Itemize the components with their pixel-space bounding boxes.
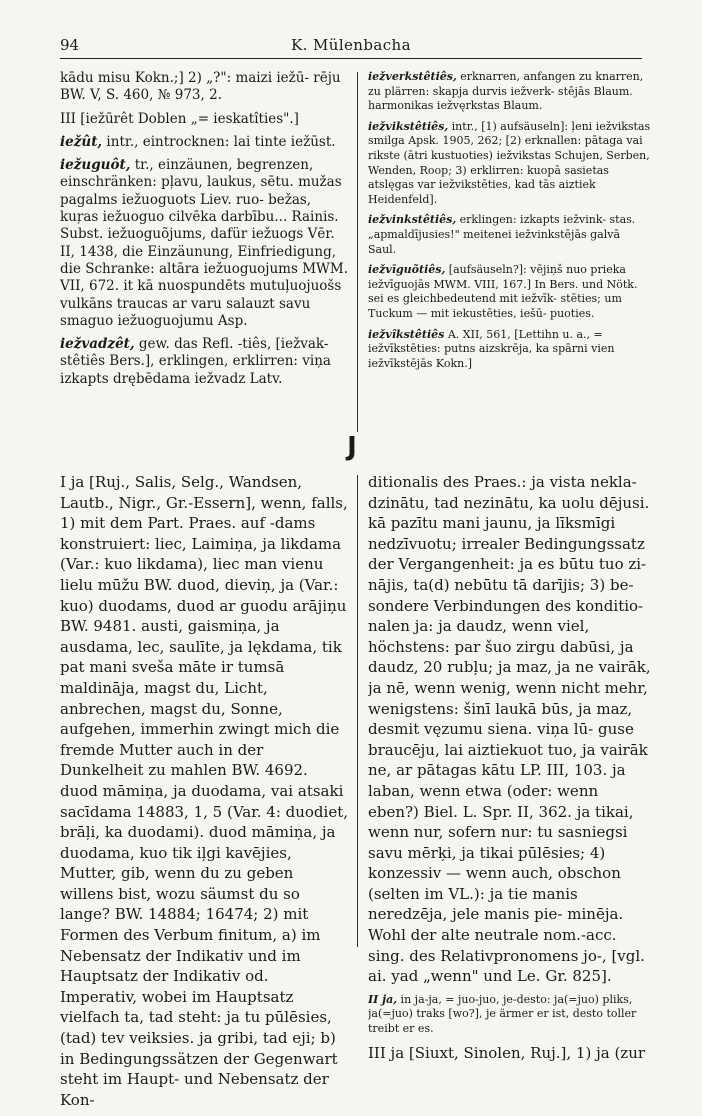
entry: [60, 336, 350, 388]
entry: [368, 1043, 651, 1064]
entry-text: III [iežūrêt Doblen „= ieskatîties".]: [60, 110, 299, 127]
entry-text: erknarren, anfangen zu knarren, zu plärren: skapja durvis iežverk- stējās Blaum. harmonikas iežvęrkstas Blaum.: [368, 70, 644, 113]
column-3: [60, 472, 350, 1116]
headword: iežvinkstêtiês,: [368, 213, 457, 227]
entry: [60, 111, 350, 128]
entry-text: I ja [Ruj., Salis, Selg., Wandsen, Lautb., Nigr., Gr.-Essern], wenn, falls, 1) mit dem Part. Praes. auf -dams konstruiert: liec, Laimiņa, ja likdama (Var.: kuo likdama), liec man vienu lielu mūžu BW. duod, dieviņ, ja (Var.: kuo) duodams, duod ar guodu arājiņu BW. 9481. austi, gaismiņa, ja ausdama, lec, saulīte, ja lękdama, tik pat mani sveša māte ir tumsā maldināja, magst du, Licht, anbrechen, magst du, Sonne, aufgehen, immerhin zwingt mich die fremde Mutter auch in der Dunkelheit zu mahlen BW. 4692. duod māmiņa, ja duodama, vai atsaki sacīdama 14883, 1, 5 (Var. 4: duodiet, brāļi, ka duodami). duod māmiņa, ja duodama, kuo tik iļgi kavējies, Mutter, gib, wenn du zu geben willens bist, wozu säumst du so lange? BW. 14884; 16474; 2) mit Formen des Verbum finitum, a) im Nebensatz der Indikativ und im Hauptsatz der Indikativ od. Imperativ, wobei im Hauptsatz vielfach ta, tad steht: ja tu pūlēsies, (tad) tev veiksies. ja gribi, tad eji; b) in Bedingungssätzen der Gegenwart steht im Haupt- und Nebensatz der Kon-: [60, 473, 349, 1109]
entry-text: A. XII, 561, [Lettihn u. a., = iežvīkstēties: putns aizskrēja, ka spārni vien iežvīkstējās Kokn.]: [368, 327, 615, 370]
headword: iežuguôt,: [60, 157, 131, 174]
running-title: K. Mülenbacha: [291, 36, 411, 54]
entry: [368, 263, 651, 321]
entry: [60, 70, 350, 105]
entry-text: gew. das Refl. -tiês, [iežvak- stêtiês Bers.], erklingen, erklirren: viņa izkapts drębēdama iežvadz Latv.: [60, 336, 331, 387]
entry-text: kādu misu Kokn.;] 2) „?": maizi iežū- rēju BW. V, S. 460, № 973, 2.: [60, 70, 341, 104]
entry-text: erklingen: izkapts iežvink- stas. „apmaldījusies!" meitenei iežvinkstējās galvā Saul.: [368, 213, 636, 256]
column-divider: [357, 475, 358, 947]
column-4: [368, 472, 651, 1069]
header-rule: [60, 58, 642, 59]
entry: [368, 472, 651, 987]
entry-text: intr., [1) aufsäuseln]: ļeni iežvikstas smilga Apsk. 1905, 262; [2) erknallen: pātaga vai rikste (ātri kustuoties) iežvikstas Schujen, Serben, Wenden, Roop; 3) erklirren: kuopā sasietas atslęgas var iežvikstēties, kad tās aiztiek Heidenfeld].: [368, 119, 651, 206]
entry: [368, 328, 651, 372]
entry: [60, 157, 350, 330]
headword: iežvîkstêtiês: [368, 327, 445, 341]
entry-text: tr., einzäunen, begrenzen, einschränken: pļavu, laukus, sētu. mužas pagalms iežuoguots Liev. ruo- bežas, kuŗas iežuoguo cilvēka darbību... Rainis. Subst. iežuoguõjums, dafür iežuogs Vēr. II, 1438, die Einzäunung, Einfriedigung, die Schranke: altāra iežuoguojums MWM. VII, 672. it kā nuospundēts mutuļuojuošs vulkāns traucas ar varu salauzt savu smaguo iežuoguojumu Asp.: [60, 157, 349, 329]
headword: iežverkstêtiês,: [368, 70, 457, 83]
entry-text: ditionalis des Praes.: ja vista nekla- dzinātu, tad nezinātu, ka uolu dējusi. kā pazītu mani jaunu, ja līksmīgi nedzīvuotu; irrealer Bedingungssatz der Vergangenheit: ja es būtu tuo zi- nājis, ta(d) nebūtu tā darījis; 3) be- sondere Verbindungen des konditio- nalen ja: ja daudz, wenn viel, höchstens: par šuo zirgu dabūsi, ja daudz, 20 rubļu; ja maz, ja ne vairāk, ja nē, wenn wenig, wenn nicht mehr, wenigstens: šinī laukā būs, ja maz, desmit vęzumu siena. viņa lū- guse braucēju, lai aiztiekuot tuo, ja vairāk ne, ar pātagas kātu LP. III, 103. ja laban, wenn etwa (oder: wenn eben?) Biel. L. Spr. II, 362. ja tikai, wenn nur, sofern nur: tu sasniegsi savu mērķi, ja tikai pūlēsies; 4) konzessiv — wenn auch, obschon (selten im VL.): ja tie manis neredzēja, jele manis pie- minēja. Wohl der alte neutrale nom.-acc. sing. des Relativpronomens jo-, [vgl. ai. yad „wenn" und Le. Gr. 825].: [368, 473, 651, 986]
headword: iežût,: [60, 133, 103, 150]
column-divider: [357, 72, 358, 432]
entry-text: III ja [Siuxt, Sinolen, Ruj.], 1) ja (zur: [368, 1043, 646, 1062]
page-number: 94: [60, 36, 80, 54]
column-2: [368, 70, 651, 377]
section-letter: J: [347, 432, 357, 462]
entry: [60, 472, 350, 1110]
headword: iežvadzêt,: [60, 336, 135, 353]
entry-text: in ja-ja, = juo-juo, je-desto: ja(=juo) pliks, ja(=juo) traks [wo?], je ärmer er ist, desto toller treibt er es.: [368, 992, 637, 1036]
column-1: [60, 70, 350, 394]
entry: [368, 993, 651, 1037]
entry-text: [aufsäuseln?]: vējiņš nuo prieka iežvīguojās MWM. VIII, 167.] In Bers. und Nötk. sei es gleichbedeutend mit iežvīk- stēties; um Tuckum — mit iekustēties, iešū- puoties.: [368, 263, 638, 320]
entry: [368, 70, 651, 114]
headword: iežvikstêtiês,: [368, 119, 449, 133]
headword: II ja,: [368, 992, 398, 1006]
entry-text: intr., eintrocknen: lai tinte iežūst.: [102, 133, 336, 150]
entry: [60, 134, 350, 151]
page-header: [60, 36, 642, 60]
entry: [368, 120, 651, 208]
entry: [368, 213, 651, 257]
headword: iežvīguõtiês,: [368, 263, 446, 277]
